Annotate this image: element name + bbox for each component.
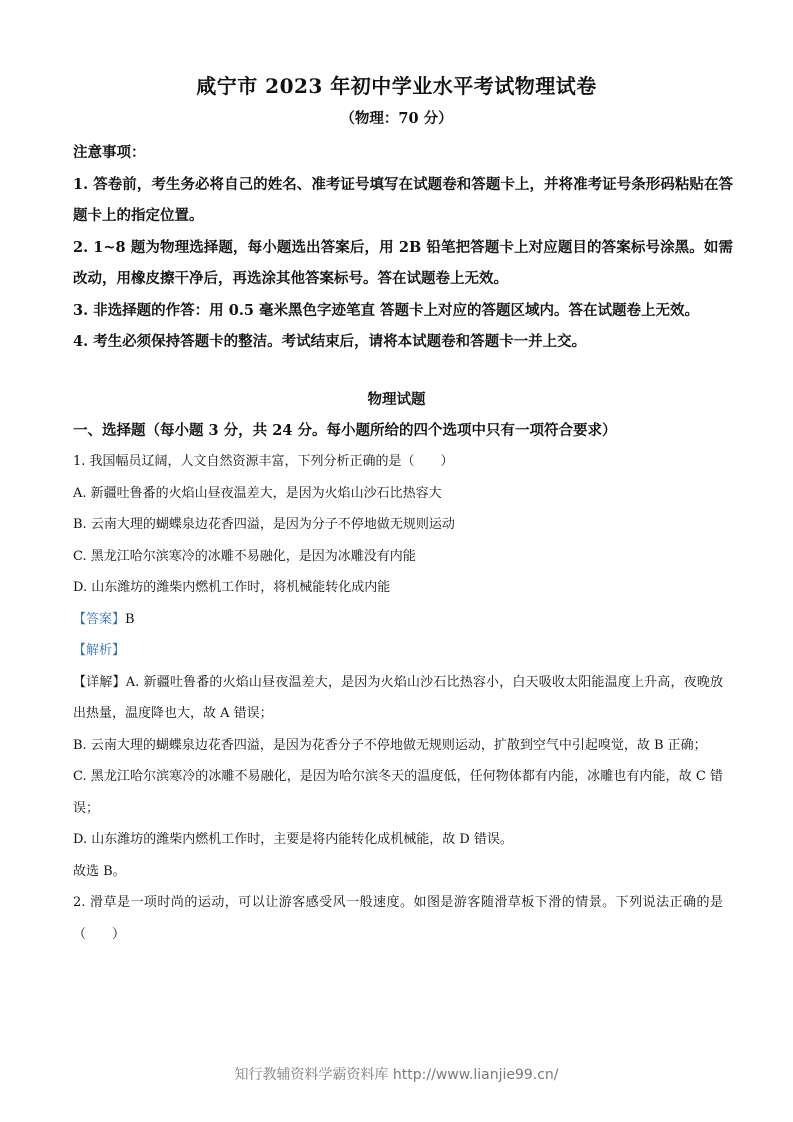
option-d: D. 山东潍坊的潍柴内燃机工作时，将机械能转化成内能 xyxy=(73,580,391,595)
answer-value: B xyxy=(125,611,135,627)
question-stem: 1. 我国幅员辽阔，人文自然资源丰富，下列分析正确的是（ ） xyxy=(73,454,454,469)
notice-item: 1. 答卷前，考生务必将自己的姓名、准考证号填写在试题卷和答题卡上，并将准考证号条形码粘贴在答题卡上的指定位置。 xyxy=(73,175,733,224)
question-1 xyxy=(73,446,723,950)
notice-item: 2. 1~8 题为物理选择题，每小题选出答案后，用 2B 铅笔把答题卡上对应题目的答案标号涂黑。如需改动，用橡皮擦干净后，再选涂其他答案标号。答在试题卷上无效。 xyxy=(73,238,733,287)
detail-a-text: A. 新疆吐鲁番的火焰山昼夜温差大，是因为火焰山沙石比热容小，白天吸收太阳能温度上升高，夜晚放出热量，温度降也大，故 A 错误； xyxy=(73,674,723,721)
analysis-tag: 【解析】 xyxy=(73,643,126,658)
detail-d: D. 山东潍坊的潍柴内燃机工作时，主要是将内能转化成机械能，故 D 错误。 xyxy=(73,832,513,847)
answer-tag: 【答案】 xyxy=(73,611,126,627)
option-a: A. 新疆吐鲁番的火焰山昼夜温差大，是因为火焰山沙石比热容大 xyxy=(73,485,442,501)
notice-item: 4. 考生必须保持答题卡的整洁。考试结束后，请将本试题卷和答题卡一并上交。 xyxy=(73,333,587,350)
page-subtitle: （物理：70 分） xyxy=(340,110,453,127)
notice-item: 3. 非选择题的作答：用 0.5 毫米黑色字迹笔直 答题卡上对应的答题区域内。答在试题卷上无效。 xyxy=(73,301,700,319)
detail-c: C. 黑龙江哈尔滨寒冷的冰雕不易融化，是因为哈尔滨冬天的温度低，任何物体都有内能，冰雕也有内能，故 C 错误； xyxy=(73,769,723,816)
question-2-stem: 2. 滑草是一项时尚的运动，可以让游客感受风一般速度。如图是游客随滑草板下滑的情景。下列说法正确的是（ ） xyxy=(73,895,723,942)
conclusion: 故选 B。 xyxy=(73,863,126,879)
detail-b: B. 云南大理的蝴蝶泉边花香四溢，是因为花香分子不停地做无规则运动，扩散到空气中引起嗅觉，故 B 正确； xyxy=(73,737,707,753)
detail-a xyxy=(73,667,723,730)
page-title: 咸宁市 2023 年初中学业水平考试物理试卷 xyxy=(196,74,597,98)
option-c: C. 黑龙江哈尔滨寒冷的冰雕不易融化，是因为冰雕没有内能 xyxy=(73,548,416,564)
section-center-heading: 物理试题 xyxy=(367,391,426,408)
section-heading: 一、选择题（每小题 3 分，共 24 分。每小题所给的四个选项中只有一项符合要求） xyxy=(73,422,617,439)
option-b: B. 云南大理的蝴蝶泉边花香四溢，是因为分子不停地做无规则运动 xyxy=(73,517,455,532)
detail-tag: 【详解】 xyxy=(73,674,126,690)
analysis-line xyxy=(73,635,723,667)
footer-watermark: 知行教辅资料学霸资料库 http://www.lianjie99.cn/ xyxy=(234,1067,559,1083)
answer-line xyxy=(73,604,723,636)
notice-block xyxy=(73,137,733,358)
notice-heading: 注意事项： xyxy=(73,144,146,161)
